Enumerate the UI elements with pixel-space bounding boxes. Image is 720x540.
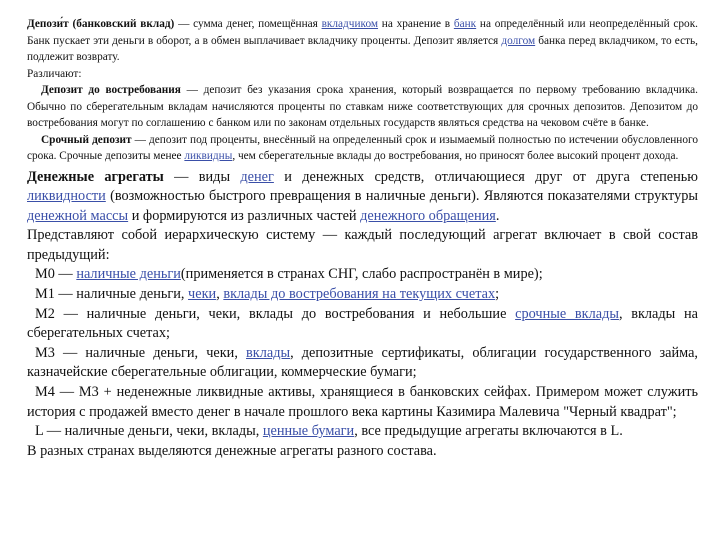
aggregate-m2 bbox=[27, 305, 698, 344]
demand-deposit-term: Депозит до востребования bbox=[41, 84, 181, 96]
text-span: , депозитные сертификаты, облигации государственного займа, казначейские сберегательные облигации, коммерческие бумаги; bbox=[27, 344, 698, 381]
link-bank[interactable]: банк bbox=[453, 18, 477, 30]
text-span: — депозит без указания срока хранения, который возвращается по первому требованию вкладчика. Обычно по сберегательным вкладам начисляются проценты по ставкам ниже соответствующих для срочных депозитов. Депозитом до востребования могут по соглашению с банком или по законам отдельных государств являться средства на чековом счёте в банке. bbox=[27, 84, 698, 129]
text-span: — депозит под проценты, внесённый на определенный срок и изымаемый полностью по истечении обусловленного срока. Срочные депозиты менее bbox=[27, 133, 698, 162]
demand-deposit-paragraph bbox=[27, 82, 698, 132]
text-span: и денежных средств, отличающиеся друг от друга степенью bbox=[273, 168, 698, 185]
text-span: . bbox=[495, 207, 500, 224]
link-srochnye-vklady[interactable]: срочные вклады bbox=[515, 305, 619, 322]
text-span: банка перед вкладчиком, то есть, подлежит возврату. bbox=[27, 34, 698, 63]
text-span: М3 — наличные деньги, чеки, bbox=[35, 344, 247, 361]
text-span: — виды bbox=[163, 168, 241, 185]
text-span: М0 — bbox=[35, 266, 77, 283]
distinguish-label: Различают: bbox=[27, 67, 82, 80]
aggregates-definition bbox=[27, 168, 698, 227]
link-cheki[interactable]: чеки bbox=[188, 286, 217, 303]
deposit-term-paren: (банковский вклад) bbox=[72, 18, 175, 30]
term-deposit-term: Срочный депозит bbox=[41, 133, 132, 146]
text-span: на определённый или неопределённый срок. Банк пускает эти деньги в оборот, а в обмен выплачивает вкладчику проценты. Депозит является bbox=[27, 18, 699, 47]
aggregate-m0 bbox=[27, 265, 698, 285]
term-deposit-paragraph bbox=[27, 132, 698, 165]
text-span: и формируются из различных частей bbox=[128, 207, 361, 224]
link-denezhnoy-massy[interactable]: денежной массы bbox=[27, 207, 129, 224]
link-cennye-bumagi[interactable]: ценные бумаги bbox=[262, 423, 355, 440]
final-paragraph: В разных странах выделяются денежные агрегаты разного состава. bbox=[27, 442, 437, 459]
link-likvidnosti[interactable]: ликвидности bbox=[27, 188, 106, 205]
text-span: на хранение в bbox=[378, 18, 454, 30]
deposit-term: Депози́т bbox=[27, 18, 69, 30]
link-vklady[interactable]: вклады bbox=[246, 344, 291, 361]
text-span: — сумма денег, помещённая bbox=[174, 18, 322, 30]
aggregates-term: Денежные агрегаты bbox=[27, 168, 164, 185]
text-span: L — наличные деньги, чеки, вклады, bbox=[35, 423, 263, 440]
text-span: , вклады на сберегательных счетах; bbox=[27, 305, 698, 342]
aggregate-m4: М4 — М3 + неденежные ликвидные активы, хранящиеся в банковских сейфах. Примером может служить история с продажей вместо денег в начале прошлого века картины Казимира Малевича "Черный квадрат"; bbox=[27, 384, 698, 420]
text-span: (возможностью быстрого превращения в наличные деньги). Являются показателями структуры bbox=[105, 188, 698, 205]
text-span: , чем сберегательные вклады до востребования, но приносят более высокий процент дохода. bbox=[232, 150, 679, 162]
text-span: (применяется в странах СНГ, слабо распространён в мире); bbox=[180, 266, 543, 283]
text-span: М2 — наличные деньги, чеки, вклады до востребования и небольшие bbox=[35, 305, 516, 322]
link-vklady-do-vostrebovaniya[interactable]: вклады до востребования на текущих счетах bbox=[223, 286, 496, 303]
link-deneg[interactable]: денег bbox=[240, 168, 274, 185]
text-span: М1 — наличные деньги, bbox=[35, 286, 189, 303]
text-span: ; bbox=[495, 286, 500, 303]
deposit-definition bbox=[27, 16, 698, 66]
aggregate-m3 bbox=[27, 344, 698, 383]
aggregate-l bbox=[27, 422, 698, 442]
link-dolg[interactable]: долгом bbox=[501, 34, 536, 47]
aggregates-section bbox=[27, 168, 698, 462]
link-likvidny[interactable]: ликвидны bbox=[184, 150, 233, 162]
deposit-section bbox=[27, 16, 698, 165]
link-denezhnogo-obrascheniya[interactable]: денежного обращения bbox=[360, 207, 496, 224]
link-vkladchik[interactable]: вкладчиком bbox=[321, 18, 379, 30]
hierarchy-paragraph: Представляют собой иерархическую систему — каждый последующий агрегат включает в свой состав предыдущий: bbox=[27, 227, 698, 263]
link-nalichnye-dengi[interactable]: наличные деньги bbox=[76, 266, 181, 283]
text-span: , bbox=[216, 286, 224, 303]
aggregate-m1 bbox=[27, 285, 698, 305]
text-span: , все предыдущие агрегаты включаются в L. bbox=[354, 423, 623, 440]
